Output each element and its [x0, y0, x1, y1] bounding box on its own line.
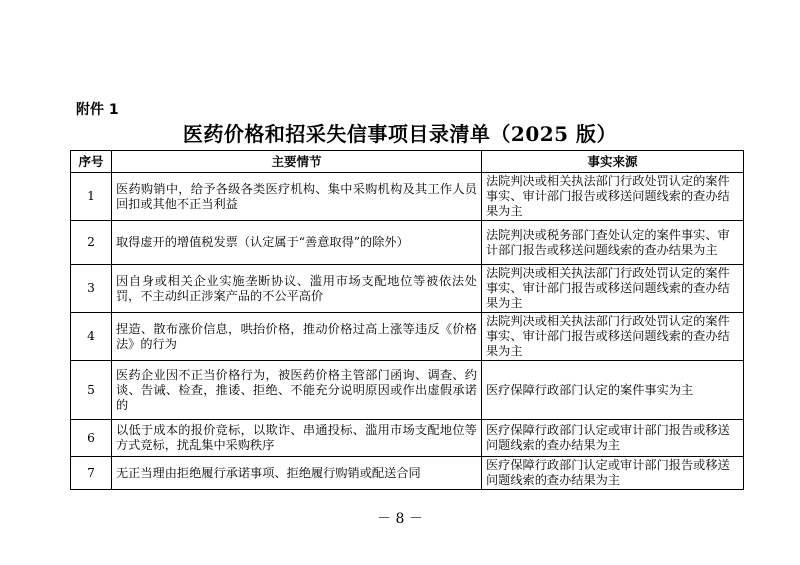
row-main-circumstance: 捏造、散布涨价信息，哄抬价格，推动价格过高上涨等违反《价格法》的行为 [112, 313, 482, 361]
row-number: 2 [71, 221, 112, 265]
row-number: 7 [71, 457, 112, 490]
column-header-source: 事实来源 [482, 151, 744, 173]
table-row [71, 173, 744, 221]
row-main-circumstance: 以低于成本的报价竞标，以欺诈、串通投标、滥用市场支配地位等方式竞标，扰乱集中采购秩序 [112, 420, 482, 457]
document-title: 医药价格和招采失信事项目录清单（2025 版） [182, 122, 618, 146]
table-row [71, 265, 744, 313]
table-row [71, 313, 744, 361]
column-header-no: 序号 [71, 151, 112, 173]
row-main-circumstance: 医药购销中，给予各级各类医疗机构、集中采购机构及其工作人员回扣或其他不正当利益 [112, 173, 482, 221]
row-fact-source: 法院判决或相关执法部门行政处罚认定的案件事实、审计部门报告或移送问题线索的查办结果为主 [482, 265, 744, 313]
row-number: 4 [71, 313, 112, 361]
dishonesty-list-table [70, 150, 744, 490]
row-number: 3 [71, 265, 112, 313]
row-fact-source: 医疗保障行政部门认定或审计部门报告或移送问题线索的查办结果为主 [482, 420, 744, 457]
row-main-circumstance: 医药企业因不正当价格行为，被医药价格主管部门函询、调查、约谈、告诫、检查，推诿、拒绝、不能充分说明原因或作出虚假承诺的 [112, 361, 482, 420]
table-row [71, 221, 744, 265]
row-main-circumstance: 无正当理由拒绝履行承诺事项、拒绝履行购销或配送合同 [112, 457, 482, 490]
row-number: 5 [71, 361, 112, 420]
row-fact-source: 法院判决或相关执法部门行政处罚认定的案件事实、审计部门报告或移送问题线索的查办结果为主 [482, 173, 744, 221]
row-main-circumstance: 因自身或相关企业实施垄断协议、滥用市场支配地位等被依法处罚，不主动纠正涉案产品的不公平高价 [112, 265, 482, 313]
row-number: 1 [71, 173, 112, 221]
table-row [71, 457, 744, 490]
row-number: 6 [71, 420, 112, 457]
table-header-row [71, 151, 744, 173]
row-fact-source: 医疗保障行政部门认定的案件事实为主 [482, 361, 744, 420]
row-fact-source: 法院判决或相关执法部门行政处罚认定的案件事实、审计部门报告或移送问题线索的查办结果为主 [482, 313, 744, 361]
row-main-circumstance: 取得虚开的增值税发票（认定属于“善意取得”的除外） [112, 221, 482, 265]
attachment-label: 附件 1 [76, 102, 119, 118]
column-header-main: 主要情节 [112, 151, 482, 173]
row-fact-source: 医疗保障行政部门认定或审计部门报告或移送问题线索的查办结果为主 [482, 457, 744, 490]
table-row [71, 361, 744, 420]
page-number: － 8 － [377, 511, 423, 527]
row-fact-source: 法院判决或税务部门查处认定的案件事实、审计部门报告或移送问题线索的查办结果为主 [482, 221, 744, 265]
table-row [71, 420, 744, 457]
